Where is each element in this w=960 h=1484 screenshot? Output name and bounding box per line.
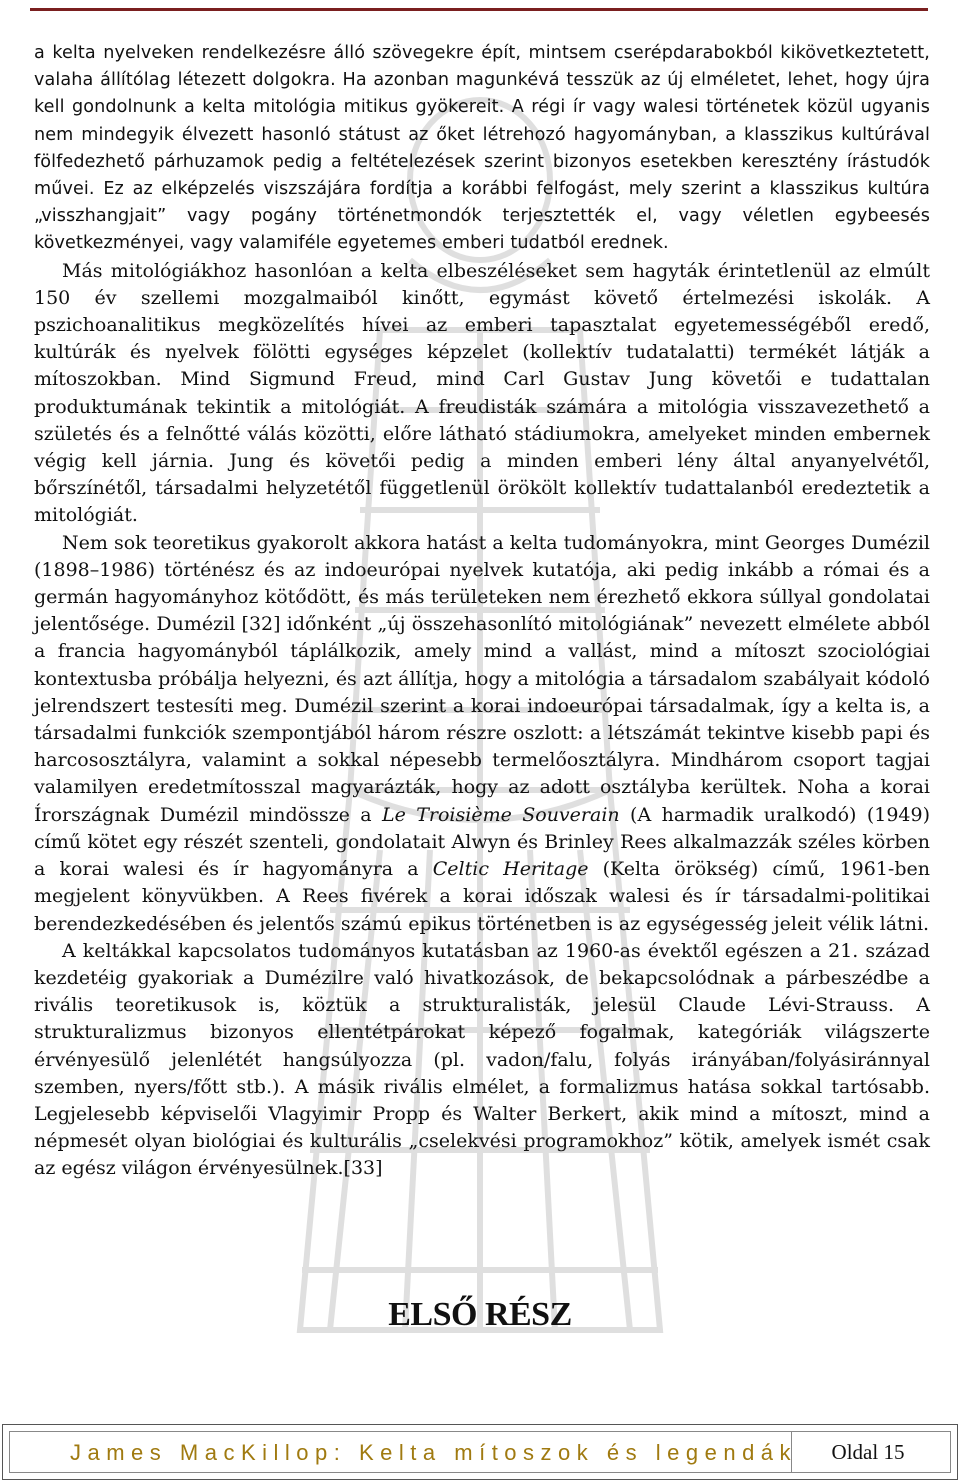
footer-page-number: Oldal 15 — [791, 1432, 944, 1472]
page-footer — [2, 1424, 958, 1480]
book-title-le-troisieme-souverain: Le Troisième Souverain — [381, 803, 620, 826]
top-rule — [30, 8, 928, 11]
paragraph-3 — [34, 530, 930, 938]
paragraph-3-part-a: Nem sok teoretikus gyakorolt akkora hatást a kelta tudományokra, mint Georges Dumézil (1898–1986) történész és az indoeurópai nyelvek kutatója, aki pedig inkább a római és a germán hagyományhoz kötődött, és más területeken nem érezhető ekkora súllyal gondolatai jelentősége. Dumézil [32] időnként „új összehasonlító mitológiának” nevezett elmélete abból a francia hagyományból táplálkozik, amely mind a vallást, mind a mítoszt szociológiai kontextusba próbálja helyezni, és azt állítja, hogy a mitológia a társadalom szabályait kódoló jelrendszert testesíti meg. Dumézil szerint a korai indoeurópai társadalmak, így a kelta is, a társadalmi funkciók szempontjából három részre oszlott: a létszámát tekintve kisebb papi és harcososztályra, valamint a sokkal népesebb termelőosztályra. Mindhárom csoport tagjai valamilyen eredetmítosszal magyarázták, hogy az adott osztályba kerültek. Noha a korai Írországnak Dumézil mindössze a — [34, 531, 930, 826]
paragraph-3-part-c: (Kelta örökség) című, 1961-ben megjelent könyvükben. A Rees fivérek a korai időszak walesi és ír társadalmi-politikai berendezkedésében és jelentős számú epikus történetben is az egységesség jeleit vélik látni. — [34, 858, 930, 935]
paragraph-1: a kelta nyelveken rendelkezésre álló szövegekre épít, mintsem cserépdarabokból kikövetkeztetett, valaha állítólag létezett dolgokra. Ha azonban magunkévá tesszük az új elméletet, lehet, hogy újra kell gondolnunk a kelta mitológia mitikus gyökereit. A régi ír vagy walesi történetek közül ugyanis nem mindegyik élvezett hasonló státust az őket létrehozó hagyományban, a klasszikus kultúrával fölfedezhető párhuzamok pedig a feltételezések szerint bizonyos esetekben keresztény írástudók művei. Ez az elképzelés viszszájára fordítja a korábbi felfogást, mely szerint a klasszikus kultúra „visszhangjait” vagy pogány történetmondók terjesztették el, vagy véletlen egybeesés következményei, vagy valamiféle egyetemes emberi tudatból erednek. — [34, 43, 930, 254]
paragraph-2: Más mitológiákhoz hasonlóan a kelta elbeszéléseket sem hagyták érintetlenül az elmúlt 150 év szellemi mozgalmaiból kinőtt, egymást követő értelmezési iskolák. A pszichoanalitikus megközelítés hívei az emberi tapasztalat egyetemességéből eredő, kultúrák és nyelvek fölötti egységes képzelet (kollektív tudatalatti) termékét látják a mítoszokban. Mind Sigmund Freud, mind Carl Gustav Jung követői e tudattalan produktumának tekintik a mitológiát. A freudisták számára a mitológia visszavezethető a születés és a felnőtté válás közötti, előre látható stádiumokra, amelyeket minden embernek végig kell járnia. Jung és követői pedig a minden emberi lény által anyanyelvétől, bőrszínétől, társadalmi helyzetétől függetlenül örökölt kollektív tudattalanból eredeztetik a mitológiát. — [34, 259, 930, 527]
paragraph-3-part-b: (A harmadik uralkodó) (1949) című kötet egy részét szenteli, gondolatait Alwyn és Brinley Rees alkalmazzák széles körben a korai walesi és ír hagyományra a — [34, 803, 931, 881]
part-title: ELSŐ RÉSZ — [388, 1296, 572, 1333]
body-text — [34, 40, 930, 1183]
footer-book-title: James MacKillop: Kelta mítoszok és legendák — [70, 1440, 798, 1465]
footer-frame — [9, 1431, 951, 1473]
paragraph-4: A keltákkal kapcsolatos tudományos kutatásban az 1960-as évektől egészen a 21. század kezdetéig gyakoriak a Dumézilre való hivatkozások, de bekapcsolódnak a párbeszédbe a rivális teoretikusok is, köztük a strukturalisták, jelesül Claude Lévi-Strauss. A strukturalizmus bizonyos ellentétpárokat képező fogalmak, kategóriák világszerte érvényesülő jelenlétét hangsúlyozza (pl. vadon/falu, folyás irányában/folyásiránnyal szemben, nyers/főtt stb.). A másik rivális elmélet, a formalizmus hatása sokkal tartósabb. Legjelesebb képviselői Vlagyimir Propp és Walter Berkert, akik mind a mítoszt, mind a népmesét olyan biológiai és kulturális „cselekvési programokhoz” kötik, amelyek ismét csak az egész világon érvényesülnek.[33] — [34, 939, 930, 1180]
book-title-celtic-heritage: Celtic Heritage — [432, 858, 589, 881]
